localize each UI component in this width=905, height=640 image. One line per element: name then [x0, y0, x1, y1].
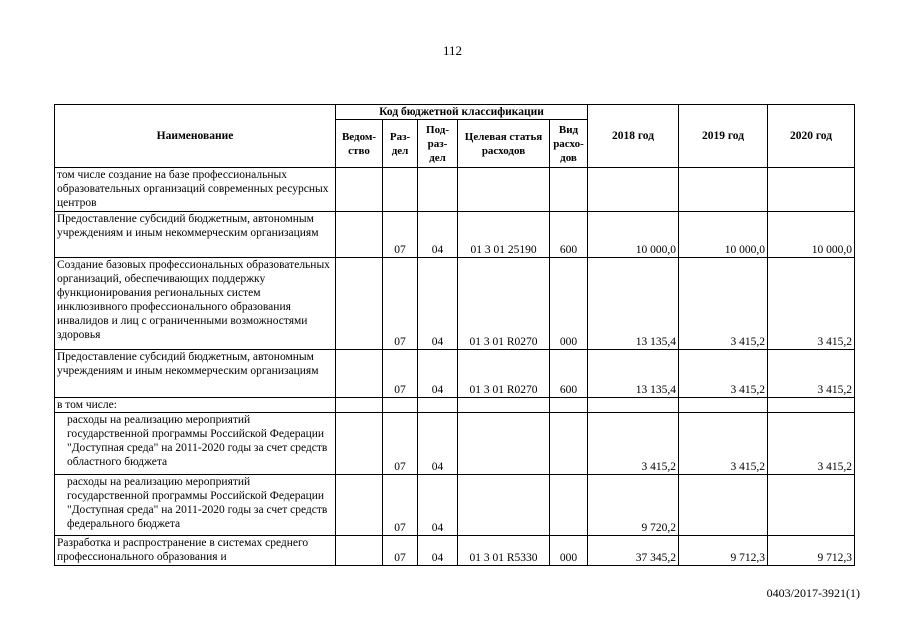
cell-2018: 9 720,2	[588, 475, 679, 536]
cell-vid: 000	[550, 258, 588, 350]
header-2019: 2019 год	[679, 105, 768, 168]
cell-vedomstvo	[336, 350, 383, 398]
cell-2019	[679, 475, 768, 536]
header-budget-classification: Код бюджетной классификации	[336, 105, 588, 120]
cell-podrazdel	[418, 398, 458, 413]
cell-tselevaya: 01 3 01 R0270	[458, 258, 550, 350]
cell-razdel: 07	[383, 475, 418, 536]
table-row	[55, 475, 855, 536]
cell-tselevaya	[458, 413, 550, 475]
cell-vedomstvo	[336, 212, 383, 258]
cell-razdel: 07	[383, 413, 418, 475]
cell-tselevaya: 01 3 01 R0270	[458, 350, 550, 398]
cell-podrazdel: 04	[418, 212, 458, 258]
row-name: том числе создание на базе профессиональных образовательных организаций современных ресурсных центров	[55, 168, 336, 212]
header-vedomstvo: Ведом-ство	[336, 120, 383, 168]
cell-2019: 10 000,0	[679, 212, 768, 258]
row-name: Предоставление субсидий бюджетным, автономным учреждениям и иным некоммерческим организациям	[55, 350, 336, 398]
cell-2020	[768, 398, 855, 413]
cell-2019: 3 415,2	[679, 413, 768, 475]
cell-2019: 3 415,2	[679, 350, 768, 398]
cell-2020	[768, 475, 855, 536]
cell-2018: 3 415,2	[588, 413, 679, 475]
cell-2018: 37 345,2	[588, 536, 679, 566]
cell-vid: 600	[550, 350, 588, 398]
cell-tselevaya: 01 3 01 25190	[458, 212, 550, 258]
cell-vedomstvo	[336, 536, 383, 566]
cell-2020: 3 415,2	[768, 258, 855, 350]
cell-2018: 10 000,0	[588, 212, 679, 258]
cell-vid: 600	[550, 212, 588, 258]
row-name: в том числе:	[55, 398, 336, 413]
document-code: 0403/2017-3921(1)	[766, 586, 860, 600]
table-row	[55, 350, 855, 398]
cell-vid	[550, 168, 588, 212]
cell-razdel	[383, 398, 418, 413]
cell-podrazdel: 04	[418, 258, 458, 350]
row-name: расходы на реализацию мероприятий государственной программы Российской Федерации "Доступная среда" на 2011-2020 годы за счет средств федерального бюджета	[55, 475, 336, 536]
cell-tselevaya	[458, 398, 550, 413]
cell-razdel: 07	[383, 258, 418, 350]
table-row	[55, 536, 855, 566]
header-2018: 2018 год	[588, 105, 679, 168]
cell-2019	[679, 398, 768, 413]
cell-2018	[588, 168, 679, 212]
cell-podrazdel	[418, 168, 458, 212]
table-row	[55, 258, 855, 350]
cell-vedomstvo	[336, 398, 383, 413]
cell-razdel: 07	[383, 212, 418, 258]
cell-razdel	[383, 168, 418, 212]
cell-2020: 10 000,0	[768, 212, 855, 258]
cell-razdel: 07	[383, 536, 418, 566]
cell-2019	[679, 168, 768, 212]
cell-vedomstvo	[336, 168, 383, 212]
row-name: Предоставление субсидий бюджетным, автономным учреждениям и иным некоммерческим организациям	[55, 212, 336, 258]
row-name: Разработка и распространение в системах среднего профессионального образования и	[55, 536, 336, 566]
table-row	[55, 168, 855, 212]
header-tselevaya-statya: Целевая статья расходов	[458, 120, 550, 168]
budget-table	[54, 104, 855, 566]
cell-tselevaya: 01 3 01 R5330	[458, 536, 550, 566]
cell-2019: 9 712,3	[679, 536, 768, 566]
cell-razdel: 07	[383, 350, 418, 398]
cell-vid: 000	[550, 536, 588, 566]
cell-vedomstvo	[336, 258, 383, 350]
cell-2020: 3 415,2	[768, 413, 855, 475]
cell-vedomstvo	[336, 475, 383, 536]
table-row	[55, 212, 855, 258]
cell-vedomstvo	[336, 413, 383, 475]
header-name: Наименование	[55, 105, 336, 168]
cell-tselevaya	[458, 475, 550, 536]
table-row	[55, 413, 855, 475]
header-2020: 2020 год	[768, 105, 855, 168]
header-vid-raskhodov: Вид расхо-дов	[550, 120, 588, 168]
cell-podrazdel: 04	[418, 413, 458, 475]
cell-tselevaya	[458, 168, 550, 212]
cell-vid	[550, 398, 588, 413]
table-row	[55, 398, 855, 413]
cell-2020: 3 415,2	[768, 350, 855, 398]
cell-2018	[588, 398, 679, 413]
cell-2019: 3 415,2	[679, 258, 768, 350]
cell-2020: 9 712,3	[768, 536, 855, 566]
cell-podrazdel: 04	[418, 536, 458, 566]
cell-2020	[768, 168, 855, 212]
page-number: 112	[442, 43, 463, 58]
header-razdel: Раз-дел	[383, 120, 418, 168]
cell-vid	[550, 413, 588, 475]
cell-2018: 13 135,4	[588, 350, 679, 398]
header-podrazdel: Под-раз-дел	[418, 120, 458, 168]
cell-podrazdel: 04	[418, 475, 458, 536]
cell-2018: 13 135,4	[588, 258, 679, 350]
cell-vid	[550, 475, 588, 536]
cell-podrazdel: 04	[418, 350, 458, 398]
row-name: Создание базовых профессиональных образовательных организаций, обеспечивающих поддержку функционирования региональных систем инклюзивного профессионального образования инвалидов и лиц с ограниченными возможностями здоровья	[55, 258, 336, 350]
row-name: расходы на реализацию мероприятий государственной программы Российской Федерации "Доступная среда" на 2011-2020 годы за счет средств областного бюджета	[55, 413, 336, 475]
